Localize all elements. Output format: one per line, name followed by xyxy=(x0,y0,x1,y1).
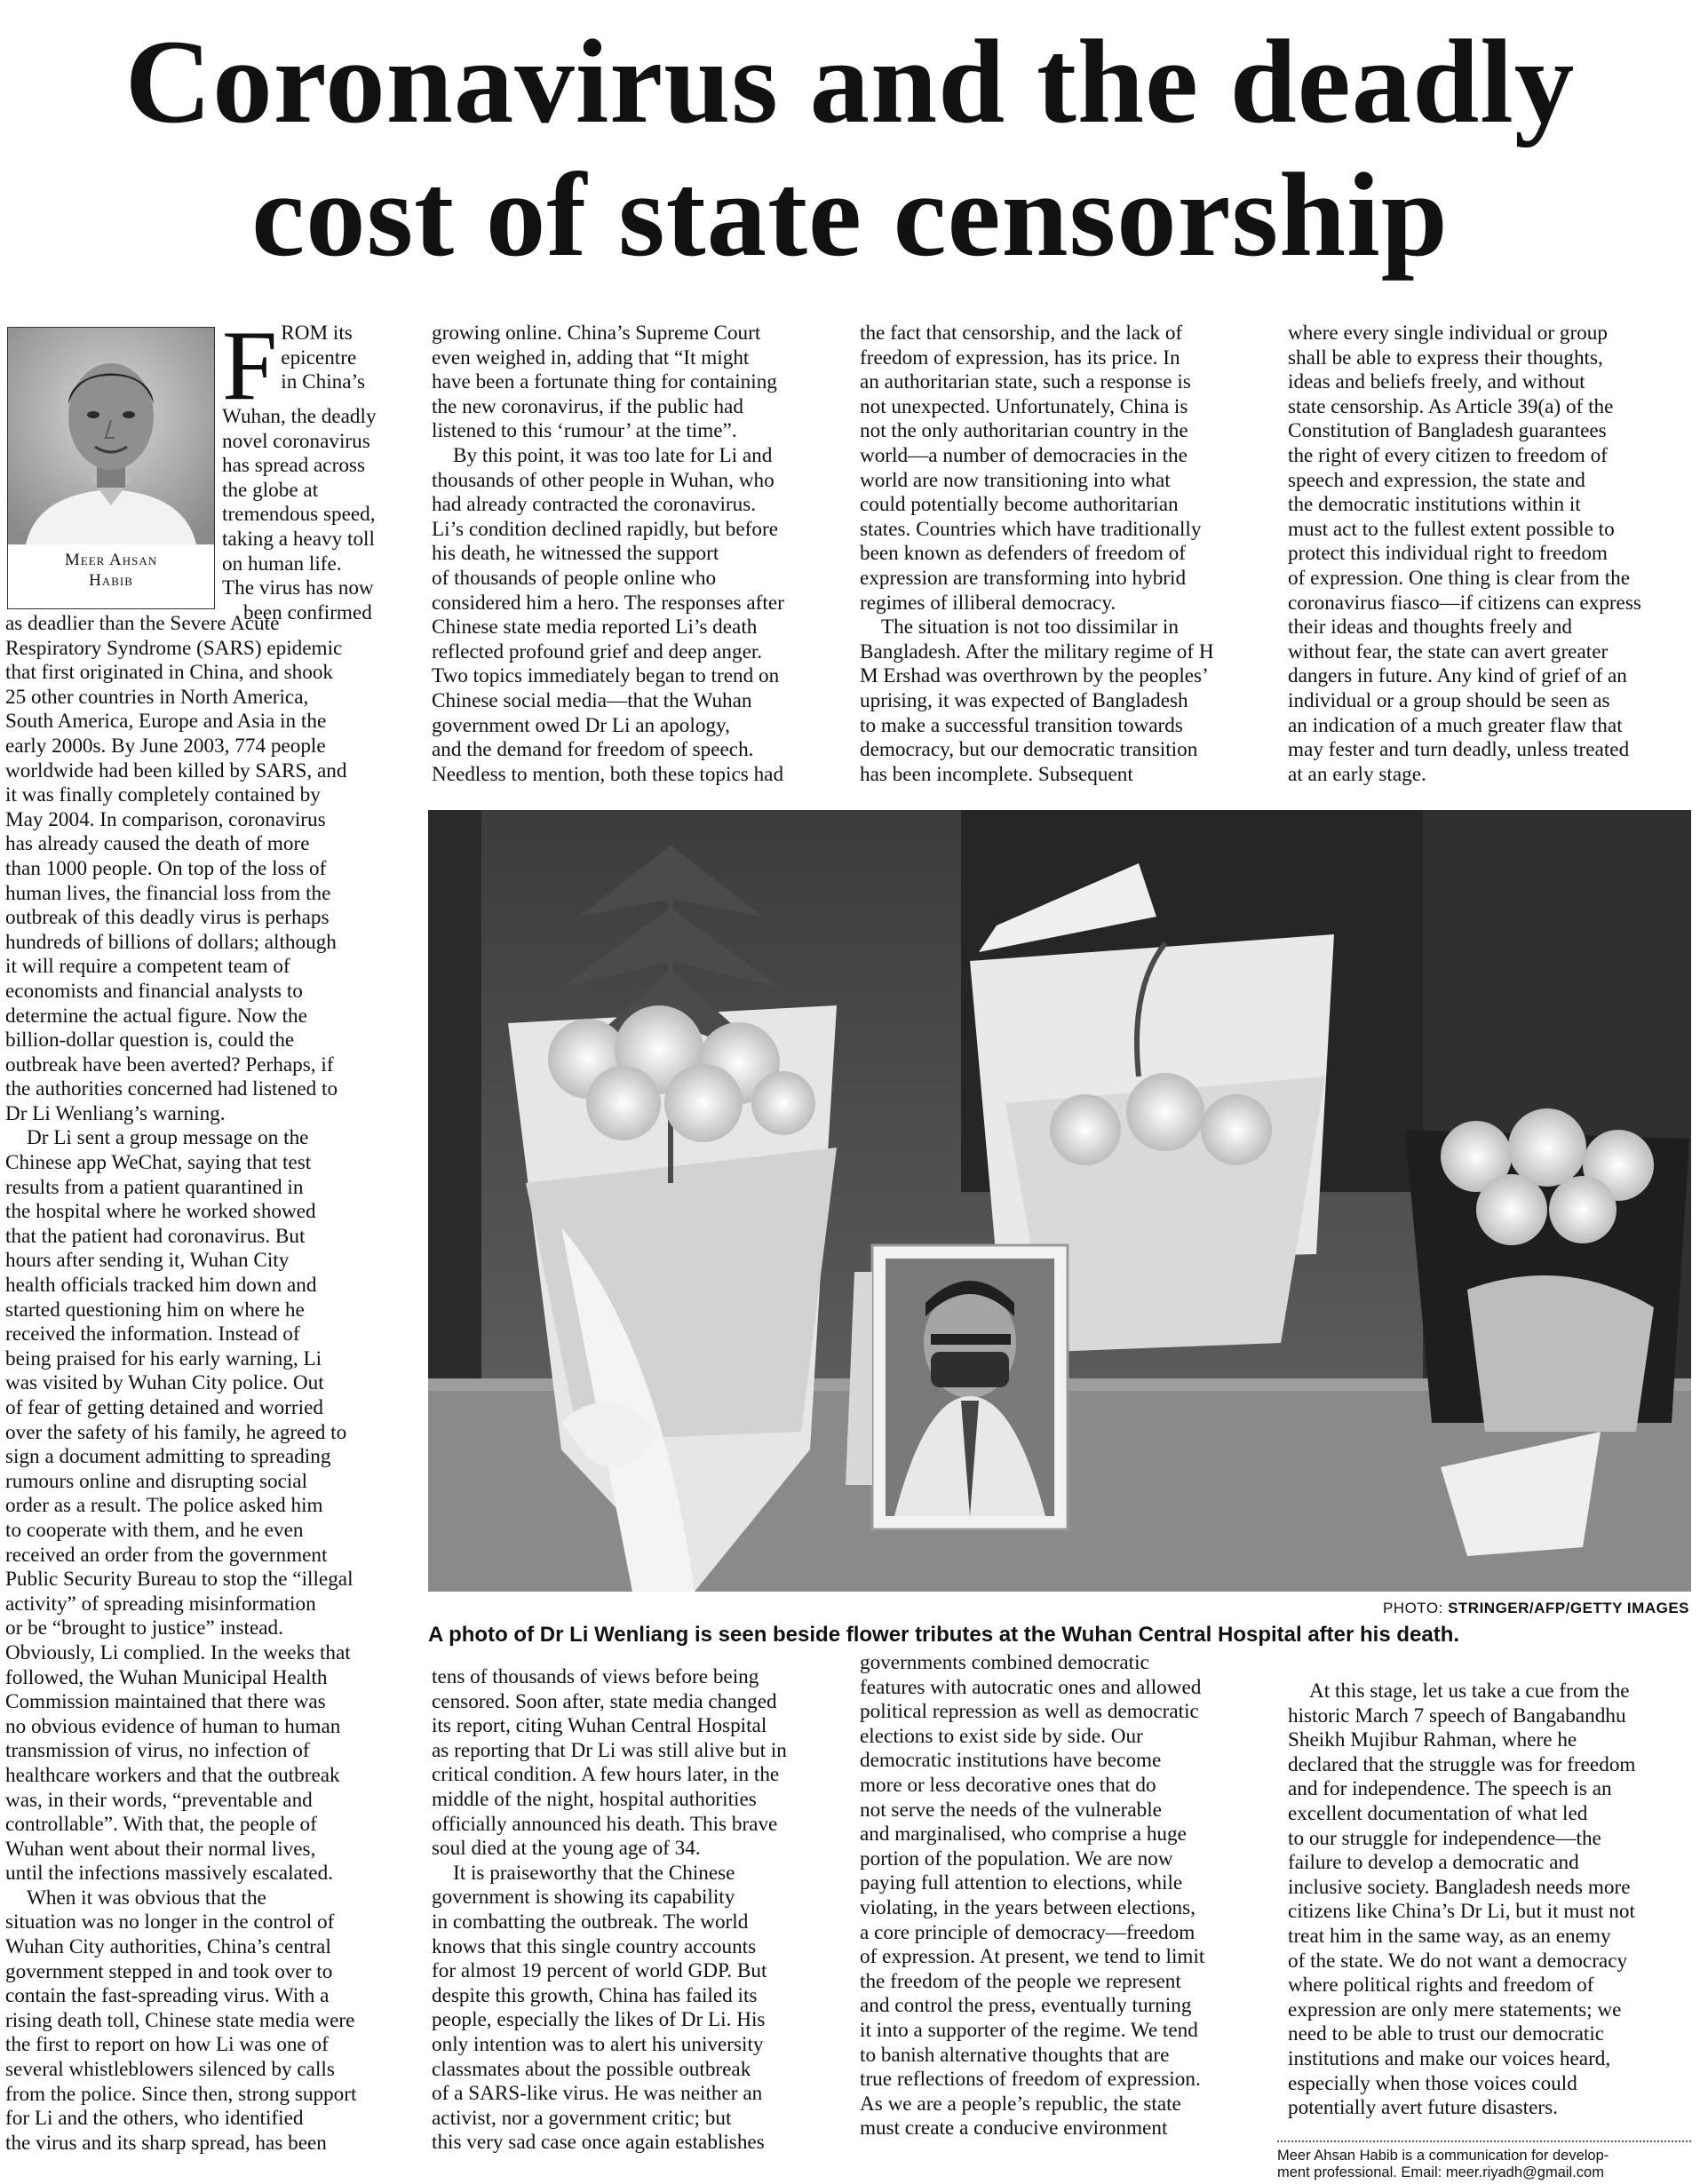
text-line: been confirmed xyxy=(243,600,372,624)
text-line: of expression. One thing is clear from the xyxy=(1288,566,1631,590)
text-line: Chinese state media reported Li’s death xyxy=(432,615,758,639)
text-line: of expression. At present, we tend to limit xyxy=(860,1945,1205,1969)
text-line: Respiratory Syndrome (SARS) epidemic xyxy=(5,636,343,660)
column-1-intro xyxy=(222,311,409,625)
text-line: officially announced his death. This brave xyxy=(432,1812,778,1836)
text-line: government stepped in and took over to xyxy=(5,1959,333,1983)
text-line: that the patient had coronavirus. But xyxy=(5,1224,306,1248)
text-line: sign a document admitting to spreading xyxy=(5,1445,331,1469)
text-line: need to be able to trust our democratic xyxy=(1288,2022,1605,2046)
text-line: being praised for his early warning, Li xyxy=(5,1346,322,1370)
text-line: that first originated in China, and shook xyxy=(5,661,334,685)
text-line: Needless to mention, both these topics had xyxy=(432,762,784,786)
text-line: as deadlier than the Severe Acute xyxy=(5,612,280,635)
text-line: rumours online and disrupting social xyxy=(5,1469,308,1493)
text-line: followed, the Wuhan Municipal Health xyxy=(5,1665,328,1689)
text-line: The virus has now xyxy=(222,576,374,600)
text-line: M Ershad was overthrown by the peoples’ xyxy=(860,664,1209,688)
drop-cap: F xyxy=(222,311,278,421)
text-line: world—a number of democracies in the xyxy=(860,443,1188,467)
text-line: growing online. China’s Supreme Court xyxy=(432,322,761,345)
text-line: At this stage, let us take a cue from the xyxy=(1309,1680,1630,1703)
text-line: Meer Ahsan Habib is a communication for develop- xyxy=(1277,2148,1609,2164)
text-line: When it was obvious that the xyxy=(27,1886,266,1910)
text-line: it will require a competent team of xyxy=(5,955,290,979)
text-line: may fester and turn deadly, unless treated xyxy=(1288,738,1630,762)
text-line: from the police. Since then, strong support xyxy=(5,2082,357,2106)
text-line: ROM its xyxy=(281,322,353,345)
text-line: the authorities concerned had listened to xyxy=(5,1077,338,1101)
text-line: ideas and beliefs freely, and without xyxy=(1288,370,1585,394)
text-line: results from a patient quarantined in xyxy=(5,1175,304,1199)
text-line: shall be able to express their thoughts, xyxy=(1288,345,1603,369)
text-line: situation was no longer in the control of xyxy=(5,1910,335,1934)
text-line: Bangladesh. After the military regime of H xyxy=(860,639,1214,663)
text-line: tremendous speed, xyxy=(222,503,376,527)
text-line: of thousands of people online who xyxy=(432,566,717,590)
headline-line-1: Coronavirus and the deadly xyxy=(124,16,1576,148)
text-line: coronavirus fiasco—if citizens can express xyxy=(1288,591,1641,615)
text-line: excellent documentation of what led xyxy=(1288,1801,1588,1825)
text-line: order as a result. The police asked him xyxy=(5,1494,323,1518)
text-line: May 2004. In comparison, coronavirus xyxy=(5,807,326,831)
text-line: contain the fast-spreading virus. With a xyxy=(5,1984,330,2008)
text-line: their ideas and thoughts freely and xyxy=(1288,615,1573,639)
text-line: people, especially the likes of Dr Li. His xyxy=(432,2008,766,2032)
text-line: citizens like China’s Dr Li, but it must not xyxy=(1288,1900,1635,1924)
text-line: has been incomplete. Subsequent xyxy=(860,762,1133,786)
text-line: healthcare workers and that the outbreak xyxy=(5,1763,340,1787)
text-line: Constitution of Bangladesh guarantees xyxy=(1288,419,1607,443)
text-line: started questioning him on where he xyxy=(5,1298,305,1322)
text-line: of a SARS-like virus. He was neither an xyxy=(432,2082,763,2106)
text-line: his death, he witnessed the support xyxy=(432,542,719,566)
text-line: without fear, the state can avert greater xyxy=(1288,639,1609,663)
text-line: activist, nor a government critic; but xyxy=(432,2106,732,2130)
text-line: political repression as well as democratic xyxy=(860,1700,1199,1724)
text-line: rising death toll, Chinese state media were xyxy=(5,2008,355,2032)
column-4-bottom xyxy=(1288,1680,1696,2121)
text-line: novel coronavirus xyxy=(222,429,370,453)
author-byline xyxy=(8,550,214,591)
text-line: elections to exist side by side. Our xyxy=(860,1724,1143,1748)
text-line: or be “brought to justice” instead. xyxy=(5,1616,283,1640)
text-line: true reflections of freedom of expression. xyxy=(860,2068,1201,2092)
text-line: the first to report on how Li was one of xyxy=(5,2033,329,2057)
text-line: inclusive society. Bangladesh needs more xyxy=(1288,1875,1631,1899)
text-line: has spread across xyxy=(222,454,365,478)
text-line: By this point, it was too late for Li and xyxy=(453,443,773,467)
text-line: state censorship. As Article 39(a) of the xyxy=(1288,394,1614,418)
text-line: tens of thousands of views before being xyxy=(432,1665,759,1688)
tribute-photo xyxy=(428,810,1691,1592)
text-line: where political rights and freedom of xyxy=(1288,1974,1594,1997)
text-line: Commission maintained that there was xyxy=(5,1690,326,1714)
text-line: democratic institutions have become xyxy=(860,1749,1162,1773)
text-line: more or less decorative ones that do xyxy=(860,1773,1156,1797)
text-line: ment professional. Email: meer.riyadh@gmail.com xyxy=(1277,2164,1604,2180)
photo-credit xyxy=(1383,1600,1689,1617)
text-line: institutions and make our voices heard, xyxy=(1288,2046,1611,2070)
text-line: paying full attention to elections, while xyxy=(860,1871,1183,1895)
text-line: to our struggle for independence—the xyxy=(1288,1826,1601,1850)
text-line: than 1000 people. On top of the loss of xyxy=(5,856,327,880)
text-line: controllable”. With that, the people of xyxy=(5,1813,317,1837)
text-line: the right of every citizen to freedom of xyxy=(1288,443,1608,467)
text-line: of the state. We do not want a democracy xyxy=(1288,1949,1628,1973)
text-line: The situation is not too dissimilar in xyxy=(881,615,1179,639)
text-line: declared that the struggle was for freedom xyxy=(1288,1752,1636,1776)
column-3-bottom xyxy=(860,1651,1264,2141)
text-line: over the safety of his family, he agreed to xyxy=(5,1420,347,1444)
headline xyxy=(0,16,1700,282)
text-line: especially when those voices could xyxy=(1288,2071,1577,2095)
text-line: world are now transitioning into what xyxy=(860,468,1171,492)
column-3-top xyxy=(860,322,1264,787)
text-line: to make a successful transition towards xyxy=(860,713,1183,737)
text-line: was visited by Wuhan City police. Out xyxy=(5,1371,324,1395)
text-line: individual or a group should be seen as xyxy=(1288,688,1610,712)
byline-last: Habib xyxy=(89,571,133,590)
text-line: governments combined democratic xyxy=(860,1651,1149,1674)
text-line: It is praiseworthy that the Chinese xyxy=(453,1861,735,1885)
text-line: human lives, the financial loss from the xyxy=(5,881,331,905)
text-line: in combatting the outbreak. The world xyxy=(432,1910,749,1934)
text-line: listened to this ‘rumour’ at the time”. xyxy=(432,419,737,443)
text-line: only intention was to alert his university xyxy=(432,2032,764,2056)
text-line: Wuhan went about their normal lives, xyxy=(5,1837,316,1861)
text-line: determine the actual figure. Now the xyxy=(5,1004,307,1028)
author-bio xyxy=(1277,2148,1691,2181)
text-line: reflected profound grief and deep anger. xyxy=(432,639,763,663)
text-line: government is showing its capability xyxy=(432,1886,735,1910)
text-line: economists and financial analysts to xyxy=(5,979,303,1003)
text-line: has already caused the death of more xyxy=(5,832,310,856)
text-line: middle of the night, hospital authorities xyxy=(432,1787,757,1811)
text-line: Chinese social media—that the Wuhan xyxy=(432,688,752,712)
text-line: the virus and its sharp spread, has been xyxy=(5,2131,327,2155)
text-line: even weighed in, adding that “It might xyxy=(432,345,750,369)
text-line: must create a conducive environment xyxy=(860,2116,1168,2140)
credit-prefix: PHOTO: xyxy=(1382,1600,1449,1616)
text-line: received an order from the government xyxy=(5,1543,328,1567)
text-line: and the demand for freedom of speech. xyxy=(432,738,754,762)
headline-line-2: cost of state censorship xyxy=(251,149,1449,282)
text-line: knows that this single country accounts xyxy=(432,1934,757,1958)
text-line: to cooperate with them, and he even xyxy=(5,1518,304,1542)
text-line: outbreak have been averted? Perhaps, if xyxy=(5,1052,334,1076)
column-2-bottom xyxy=(432,1665,836,2156)
text-line: an authoritarian state, such a response is xyxy=(860,370,1191,394)
text-line: regimes of illiberal democracy. xyxy=(860,591,1116,615)
text-line: soul died at the young age of 34. xyxy=(432,1837,701,1861)
flower-tributes-image xyxy=(428,810,1691,1592)
text-line: portion of the population. We are now xyxy=(860,1846,1173,1870)
text-line: critical condition. A few hours later, in the xyxy=(432,1763,780,1787)
text-line: had already contracted the coronavirus. xyxy=(432,493,757,517)
author-photo xyxy=(8,328,214,544)
text-line: the globe at xyxy=(222,478,319,502)
text-line: Li’s condition declined rapidly, but before xyxy=(432,517,778,541)
credit-source: STRINGER/AFP/GETTY IMAGES xyxy=(1448,1600,1689,1616)
text-line: epicentre xyxy=(281,345,357,369)
text-line: As we are a people’s republic, the state xyxy=(860,2092,1181,2116)
text-line: where every single individual or group xyxy=(1288,322,1608,345)
text-line: thousands of other people in Wuhan, who xyxy=(432,468,775,492)
text-line: Dr Li Wenliang’s warning. xyxy=(5,1101,226,1125)
text-line: of fear of getting detained and worried xyxy=(5,1396,323,1419)
text-line: been known as defenders of freedom of xyxy=(860,542,1186,566)
text-line: considered him a hero. The responses after xyxy=(432,591,784,615)
text-line: Two topics immediately began to trend on xyxy=(432,664,780,688)
text-line: health officials tracked him down and xyxy=(5,1274,317,1298)
text-line: the fact that censorship, and the lack of xyxy=(860,322,1183,345)
text-line: Chinese app WeChat, saying that test xyxy=(5,1151,312,1175)
text-line: democracy, but our democratic transition xyxy=(860,738,1198,762)
text-line: hundreds of billions of dollars; although xyxy=(5,930,337,954)
text-line: classmates about the possible outbreak xyxy=(432,2057,751,2081)
text-line: Wuhan City authorities, China’s central xyxy=(5,1935,331,1959)
text-line: protect this individual right to freedom xyxy=(1288,542,1608,566)
text-line: billion-dollar question is, could the xyxy=(5,1028,295,1052)
text-line: censored. Soon after, state media changed xyxy=(432,1689,777,1713)
text-line: Wuhan, the deadly xyxy=(222,405,377,428)
text-line: South America, Europe and Asia in the xyxy=(5,710,327,734)
text-line: treat him in the same way, as an enemy xyxy=(1288,1924,1611,1948)
text-line: states. Countries which have traditionally xyxy=(860,517,1202,541)
text-line: until the infections massively escalated. xyxy=(5,1862,333,1886)
text-line: taking a heavy toll xyxy=(222,527,375,551)
text-line: on human life. xyxy=(222,552,342,576)
text-line: Obviously, Li complied. In the weeks that xyxy=(5,1640,351,1664)
text-line: for almost 19 percent of world GDP. But xyxy=(432,1959,767,1983)
text-line: 25 other countries in North America, xyxy=(5,685,309,709)
text-line: uprising, it was expected of Bangladesh xyxy=(860,688,1188,712)
text-line: this very sad case once again establishes xyxy=(432,2131,765,2155)
text-line: to banish alternative thoughts that are xyxy=(860,2043,1170,2067)
text-line: and control the press, eventually turning xyxy=(860,1994,1192,2018)
text-line: Public Security Bureau to stop the “illegal xyxy=(5,1568,354,1592)
text-line: at an early stage. xyxy=(1288,762,1426,786)
text-line: despite this growth, China has failed its xyxy=(432,1983,758,2007)
text-line: the new coronavirus, if the public had xyxy=(432,394,743,418)
column-2-top xyxy=(432,322,836,787)
text-line: the freedom of the people we represent xyxy=(860,1969,1181,1993)
text-line: must act to the fullest extent possible to xyxy=(1288,517,1615,541)
text-line: transmission of virus, no infection of xyxy=(5,1739,310,1763)
text-line: it into a supporter of the regime. We tend xyxy=(860,2018,1198,2042)
text-line: activity” of spreading misinformation xyxy=(5,1592,316,1616)
text-line: failure to develop a democratic and xyxy=(1288,1851,1579,1875)
text-line: for Li and the others, who identified xyxy=(5,2107,304,2131)
text-line: Sheikh Mujibur Rahman, where he xyxy=(1288,1728,1577,1752)
text-line: speech and expression, the state and xyxy=(1288,468,1585,492)
text-line: not unexpected. Unfortunately, China is xyxy=(860,394,1188,418)
text-line: could potentially become authoritarian xyxy=(860,493,1179,517)
text-line: and marginalised, who comprise a huge xyxy=(860,1823,1187,1846)
text-line: Dr Li sent a group message on the xyxy=(27,1126,309,1150)
text-line: dangers in future. Any kind of grief of an xyxy=(1288,664,1627,688)
text-line: as reporting that Dr Li was still alive but in xyxy=(432,1738,787,1762)
text-line: not serve the needs of the vulnerable xyxy=(860,1798,1162,1822)
text-line: not the only authoritarian country in the xyxy=(860,419,1188,443)
text-line: it was finally completely contained by xyxy=(5,783,321,807)
text-line: in China’s xyxy=(281,370,365,394)
text-line: freedom of expression, has its price. In xyxy=(860,345,1180,369)
column-1-body xyxy=(5,612,414,2156)
text-line: worldwide had been killed by SARS, and xyxy=(5,758,347,782)
author-portrait xyxy=(7,327,215,609)
text-line: its report, citing Wuhan Central Hospital xyxy=(432,1714,767,1738)
text-line: outbreak of this deadly virus is perhaps xyxy=(5,906,330,930)
text-line: several whistleblowers silenced by calls xyxy=(5,2058,335,2082)
text-line: a core principle of democracy—freedom xyxy=(860,1920,1196,1944)
column-4-top xyxy=(1288,322,1696,787)
text-line: received the information. Instead of xyxy=(5,1322,300,1346)
text-line: government owed Dr Li an apology, xyxy=(432,713,730,737)
text-line: violating, in the years between elections, xyxy=(860,1895,1196,1919)
text-line: and for independence. The speech is an xyxy=(1288,1777,1612,1801)
text-line: features with autocratic ones and allowed xyxy=(860,1675,1202,1699)
text-line: historic March 7 speech of Bangabandhu xyxy=(1288,1704,1626,1727)
text-line: expression are transforming into hybrid xyxy=(860,566,1187,590)
text-line: an indication of a much greater flaw that xyxy=(1288,713,1623,737)
text-line: no obvious evidence of human to human xyxy=(5,1714,341,1738)
byline-first: Meer Ahsan xyxy=(64,551,158,569)
text-line: early 2000s. By June 2003, 774 people xyxy=(5,734,326,758)
text-line: expression are only mere statements; we xyxy=(1288,1997,1622,2021)
bio-divider xyxy=(1277,2140,1691,2142)
photo-caption: A photo of Dr Li Wenliang is seen beside flower tributes at the Wuhan Central Hospital after his death. xyxy=(428,1623,1460,1647)
text-line: the hospital where he worked showed xyxy=(5,1200,316,1224)
text-line: have been a fortunate thing for containing xyxy=(432,370,777,394)
text-line: the democratic institutions within it xyxy=(1288,493,1581,517)
text-line: hours after sending it, Wuhan City xyxy=(5,1249,290,1273)
text-line: was, in their words, “preventable and xyxy=(5,1788,313,1812)
text-line: potentially avert future disasters. xyxy=(1288,2096,1558,2120)
